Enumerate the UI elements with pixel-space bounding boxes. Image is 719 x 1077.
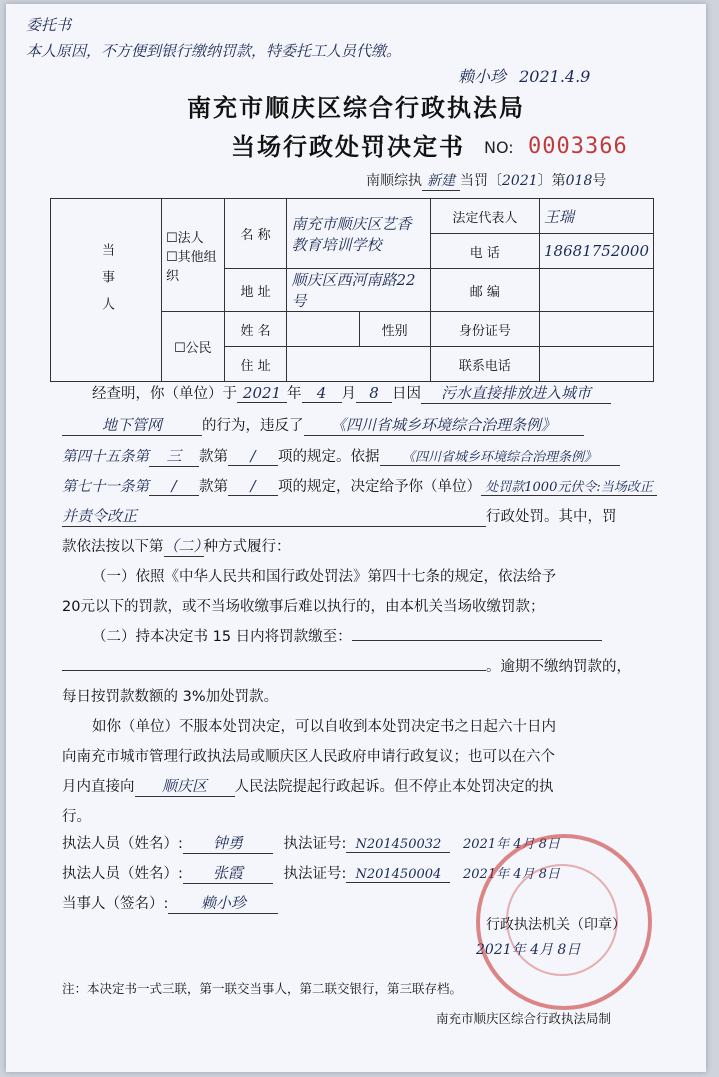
note-line-2: 本人原因，不方便到银行缴纳罚款，特委托工人员代缴。: [26, 42, 402, 60]
party-info-table: [50, 198, 654, 382]
body-line-14: 月内直接向 顺庆区 人民法院提起行政起诉。但不停止本处罚决定的执: [62, 777, 554, 795]
body-line-13: 向南充市城市管理行政执法局或顺庆区人民政府申请行政复议；也可以在六个: [62, 749, 555, 765]
home-addr-label: 住 址: [224, 347, 287, 382]
footnote: 注：本决定书一式三联，第一联交当事人，第二联交银行，第三联存档。: [62, 981, 463, 996]
body-line-7: （一）依照《中华人民共和国行政处罚法》第四十七条的规定，依法给予: [92, 569, 556, 585]
id-label: 身份证号: [430, 312, 539, 347]
name-value: 南充市顺庆区艺香教育培训学校: [287, 199, 430, 269]
seal-date: 2021年 4月 8日: [476, 942, 581, 958]
top-signature-date: 2021.4.9: [519, 67, 591, 86]
footer-issuer: 南充市顺庆区综合行政执法局制: [436, 1011, 612, 1026]
party-label: 当事人: [51, 199, 162, 382]
handwritten-authorization-note: [26, 12, 401, 64]
rep-label: 法定代表人: [430, 199, 539, 234]
org-type-cell: [162, 199, 225, 312]
person-name-value[interactable]: [287, 312, 359, 347]
phone-value: 18681752000: [540, 234, 654, 269]
agency-title: 南充市顺庆区综合行政执法局: [187, 94, 525, 122]
serial-number: 0003366: [528, 134, 628, 159]
note-line-1: 委托书: [26, 16, 72, 34]
serial-label: NO:: [484, 138, 514, 157]
home-addr-value[interactable]: [287, 347, 430, 382]
officer-row-2: 执法人员（姓名）: 张霞 执法证号: N201450004 2021年 4月 8日: [62, 864, 560, 882]
body-line-5: 并责令改正 行政处罚。其中，罚: [62, 507, 617, 525]
postcode-label: 邮 编: [430, 269, 539, 312]
doc-number-prefix: 南顺综执: [366, 173, 422, 189]
body-line-10: 。逾期不缴纳罚款的，: [62, 655, 631, 676]
body-line-11: 每日按罚款数额的 3%加处罚款。: [62, 689, 279, 705]
document-title: 当场行政处罚决定书: [231, 133, 465, 161]
officer-row-1: 执法人员（姓名）: 钟勇 执法证号: N201450032 2021年 4月 8日: [62, 834, 560, 852]
document-paper: [6, 4, 706, 1072]
doc-number-mid2: 〕第: [537, 173, 566, 189]
postcode-value[interactable]: [540, 269, 654, 312]
body-line-6: 款依法按以下第（二）种方式履行：: [62, 537, 291, 555]
doc-number-year: 2021: [502, 173, 538, 189]
body-line-12: 如你（单位）不服本处罚决定，可以自收到本处罚决定书之日起六十日内: [92, 719, 556, 735]
body-line-4: 第七十一条第 / 款第 / 项的规定，决定给予你（单位） 处罚款1000元伏令:当场改正: [62, 475, 657, 496]
doc-number-num: 018: [565, 173, 593, 189]
name-label: 名 称: [224, 199, 287, 269]
contact-value[interactable]: [540, 347, 654, 382]
gender-label: 性别: [359, 312, 430, 347]
person-name-label: 姓 名: [224, 312, 287, 347]
rep-value: 王瑞: [540, 199, 654, 234]
top-signature-name: 赖小珍: [458, 67, 507, 86]
doc-number-mid: 当罚〔: [460, 173, 502, 189]
body-line-8: 20元以下的罚款，或不当场收缴事后难以执行的，由本机关当场收缴罚款；: [62, 599, 545, 615]
addr-value: 顺庆区西河南路22号: [287, 269, 430, 312]
body-line-15: 行。: [62, 809, 91, 825]
addr-label: 地 址: [224, 269, 287, 312]
body-line-9: （二）持本决定书 15 日内将罚款缴至：: [92, 625, 602, 646]
seal-label: 行政执法机关（印章）: [486, 917, 626, 933]
doc-number-hand1: 新建: [422, 170, 460, 191]
legal-person-checkbox[interactable]: ☐法人: [166, 230, 204, 246]
body-line-2: 地下管网 的行为，违反了 《四川省城乡环境综合治理条例》: [62, 414, 584, 436]
doc-number-suffix: 号: [592, 173, 607, 189]
citizen-checkbox[interactable]: ☐公民: [162, 312, 225, 382]
body-line-1: 经查明，你（单位）于 2021 年 4 月 8 日因 污水直接排放进入城市: [92, 382, 611, 404]
other-org-checkbox[interactable]: ☐其他组织: [166, 249, 217, 284]
body-line-3: 第四十五条第 三 款第 / 项的规定。依据 《四川省城乡环境综合治理条例》: [62, 445, 620, 467]
document-number: [366, 170, 606, 191]
id-value[interactable]: [540, 312, 654, 347]
contact-label: 联系电话: [430, 347, 539, 382]
party-signature-row: 当事人（签名）: 赖小珍: [62, 892, 278, 914]
top-signature: [458, 64, 590, 87]
phone-label: 电 话: [430, 234, 539, 269]
